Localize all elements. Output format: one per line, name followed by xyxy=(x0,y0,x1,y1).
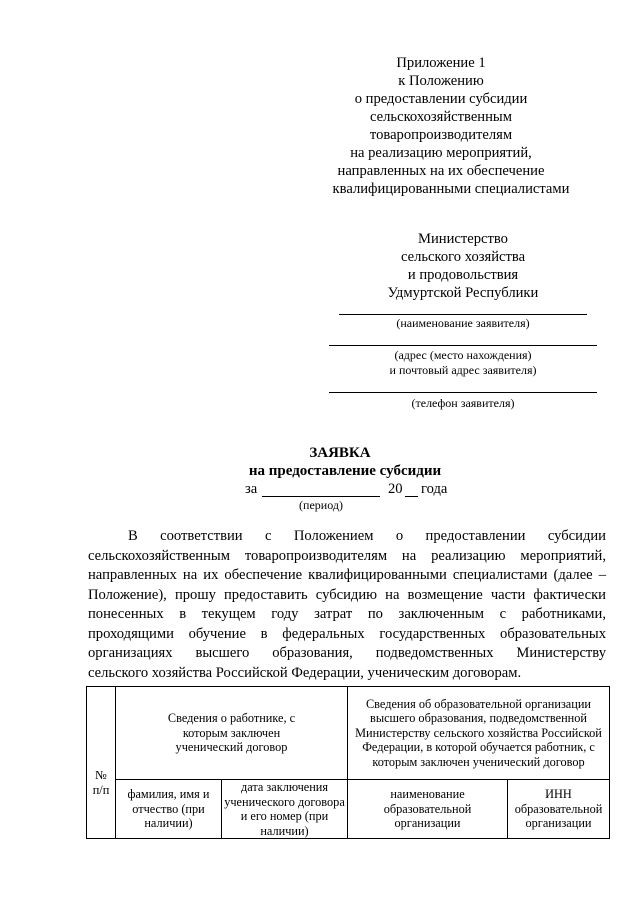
period-prefix: за xyxy=(245,481,258,497)
appendix-line: о предоставлении субсидии xyxy=(354,91,528,107)
period-year-blank xyxy=(405,496,418,497)
addressee-line: и продовольствия xyxy=(407,267,519,283)
period-year-prefix: 20 xyxy=(388,481,403,497)
body-line: проходящими обучение в федеральных государственных образовательных xyxy=(88,625,606,642)
appendix-line: Приложение 1 xyxy=(396,55,486,71)
addressee-line: сельского хозяйства xyxy=(400,249,526,265)
table-header-number: № п/п xyxy=(86,686,116,839)
appendix-line: на реализацию мероприятий, xyxy=(350,145,532,161)
applicant-phone-line xyxy=(329,392,597,393)
period-suffix: года xyxy=(421,481,448,497)
appendix-line: квалифицированными специалистами xyxy=(332,181,570,197)
applicant-name-line xyxy=(339,314,587,315)
body-paragraph xyxy=(88,527,606,683)
addressee-line: Министерство xyxy=(418,231,508,247)
body-line: организациях высшего образования, подведомственных Министерству xyxy=(88,645,606,661)
appendix-line: направленных на их обеспечение xyxy=(337,163,545,179)
body-line: сельскохозяйственным товаропроизводителям на реализацию мероприятий, xyxy=(88,547,606,564)
body-line: Положение), прошу предоставить субсидию на возмещение части фактически xyxy=(88,586,606,603)
body-line: понесенных в текущем году затрат по заключенным с работниками, xyxy=(88,606,606,622)
document-title: ЗАЯВКА xyxy=(309,445,371,461)
table-header-org-name: наименование образовательной организации xyxy=(347,779,508,839)
applicant-address-caption: (адрес (место нахождения) xyxy=(394,348,532,362)
document-subtitle: на предоставление субсидии xyxy=(248,463,442,479)
applicant-phone-caption: (телефон заявителя) xyxy=(411,396,515,410)
body-line: В соответствии с Положением о предоставлении субсидии xyxy=(128,528,606,544)
period-blank xyxy=(262,496,380,497)
body-line: сельского хозяйства Российской Федерации, ученическим договорам. xyxy=(88,664,522,681)
table-header-contract: дата заключения ученического договора и его номер (при наличии) xyxy=(221,779,348,839)
body-line: направленных на их обеспечение квалифицированными специалистами (далее – xyxy=(88,567,606,583)
addressee-line: Удмуртской Республики xyxy=(387,285,539,301)
appendix-line: сельскохозяйственным xyxy=(370,109,512,125)
appendix-line: к Положению xyxy=(398,73,484,89)
table-header-inn: ИНН образовательной организации xyxy=(507,779,610,839)
applicant-address-caption: и почтовый адрес заявителя) xyxy=(389,363,537,377)
table-header-worker-group: Сведения о работнике, с которым заключен ученический договор xyxy=(115,686,348,780)
table-header-fio: фамилия, имя и отчество (при наличии) xyxy=(115,779,222,839)
applicant-name-caption: (наименование заявителя) xyxy=(396,316,530,330)
applicant-address-line xyxy=(329,345,597,346)
table-header-org-group: Сведения об образовательной организации высшего образования, подведомственной Министерству сельского хозяйства Российской Федерации, в которой обучается работник, с которым заключен ученический договор xyxy=(347,686,610,780)
appendix-line: товаропроизводителям xyxy=(369,127,513,143)
period-caption: (период) xyxy=(299,498,343,512)
